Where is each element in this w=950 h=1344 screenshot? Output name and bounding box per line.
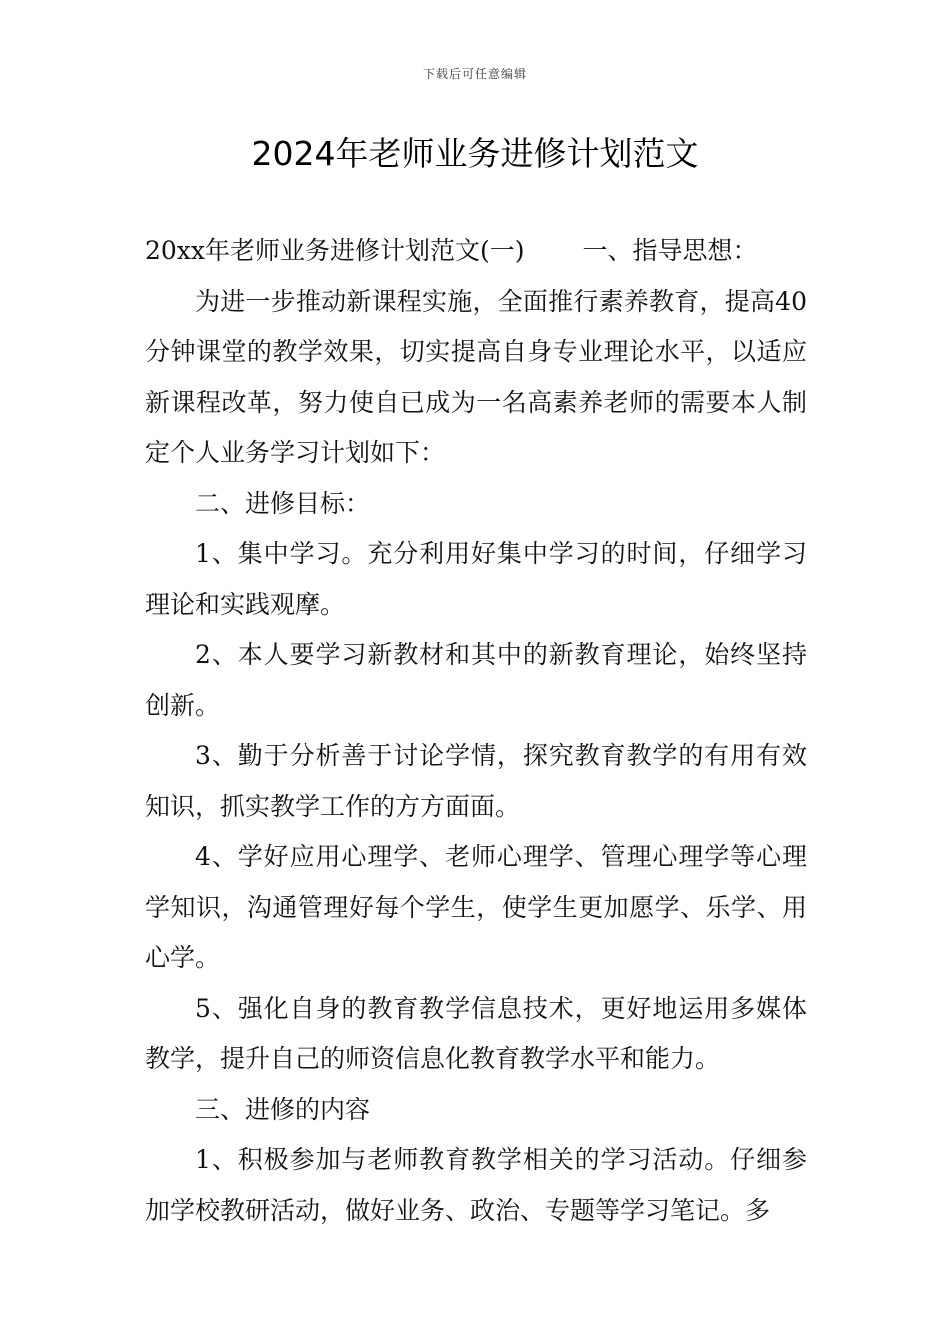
heading-content: 三、进修的内容	[195, 1094, 371, 1124]
section-title: 20xx年老师业务进修计划范文(一)	[145, 236, 525, 265]
paragraph: 为进一步推动新课程实施，全面推行素养教育，提高40分钟课堂的教学效果，切实提高自身专业理论水平，以适应新课程改革，努力使自已成为一名高素养老师的需要本人制定个人业务学习计划如下：	[145, 286, 807, 467]
intro-line	[145, 226, 807, 277]
heading-goals: 二、进修目标：	[195, 488, 371, 518]
paragraph: 4、学好应用心理学、老师心理学、管理心理学等心理学知识，沟通管理好每个学生，使学生更加愿学、乐学、用心学。	[145, 842, 807, 972]
paragraph: 1、积极参加与老师教育教学相关的学习活动。仔细参加学校教研活动，做好业务、政治、专题等学习笔记。多	[145, 1145, 807, 1225]
paragraph: 3、勤于分析善于讨论学情，探究教育教学的有用有效知识，抓实教学工作的方方面面。	[145, 741, 807, 821]
paragraph: 5、强化自身的教育教学信息技术，更好地运用多媒体教学，提升自己的师资信息化教育教学水平和能力。	[145, 993, 807, 1073]
document-title: 2024年老师业务进修计划范文	[251, 134, 699, 173]
guiding-heading: 一、指导思想：	[582, 236, 758, 265]
paragraph: 2、本人要学习新教材和其中的新教育理论，始终坚持创新。	[145, 640, 807, 720]
document-body	[145, 226, 807, 1236]
paragraph: 1、集中学习。充分利用好集中学习的时间，仔细学习理论和实践观摩。	[145, 539, 807, 619]
header-note: 下载后可任意编辑	[422, 67, 527, 81]
